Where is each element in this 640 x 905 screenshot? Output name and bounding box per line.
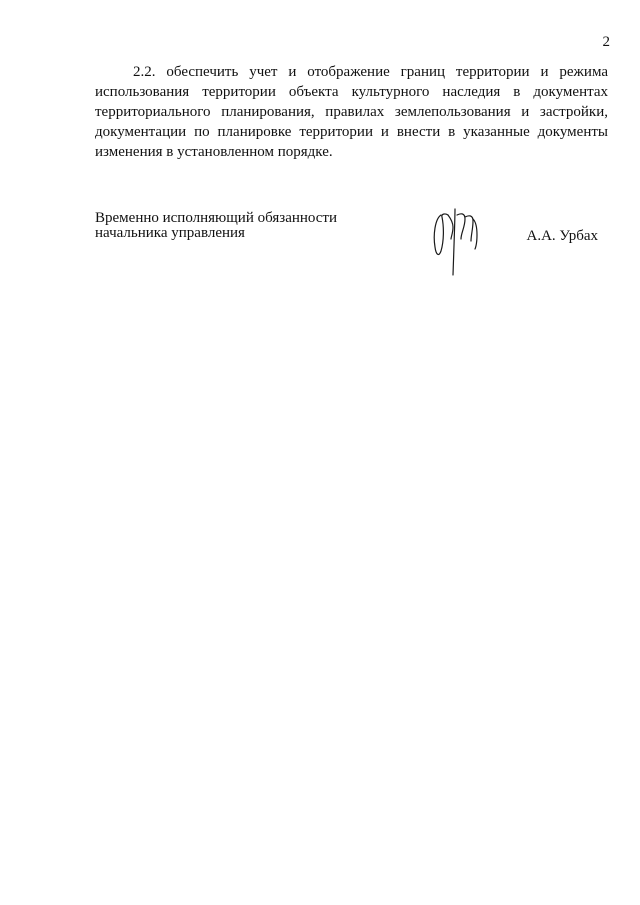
paragraph-line: территориального планирования, правилах землепользования и застройки, (95, 104, 608, 120)
paragraph-line: использования территории объекта культурного наследия в документах (95, 84, 608, 100)
signer-position-line: начальника управления (95, 225, 245, 241)
body-paragraph (95, 62, 608, 162)
paragraph-line: 2.2. обеспечить учет и отображение границ территории и режима (133, 64, 608, 80)
paragraph-line: документации по планировке территории и внести в указанные документы (95, 124, 608, 140)
page-number: 2 (602, 34, 610, 50)
signer-position (95, 211, 337, 241)
handwritten-signature (431, 205, 483, 277)
signature-block (95, 211, 608, 291)
signer-name: А.А. Урбах (526, 228, 598, 244)
signer-position-line: Временно исполняющий обязанности (95, 210, 338, 226)
paragraph-line: изменения в установленном порядке. (95, 144, 333, 160)
